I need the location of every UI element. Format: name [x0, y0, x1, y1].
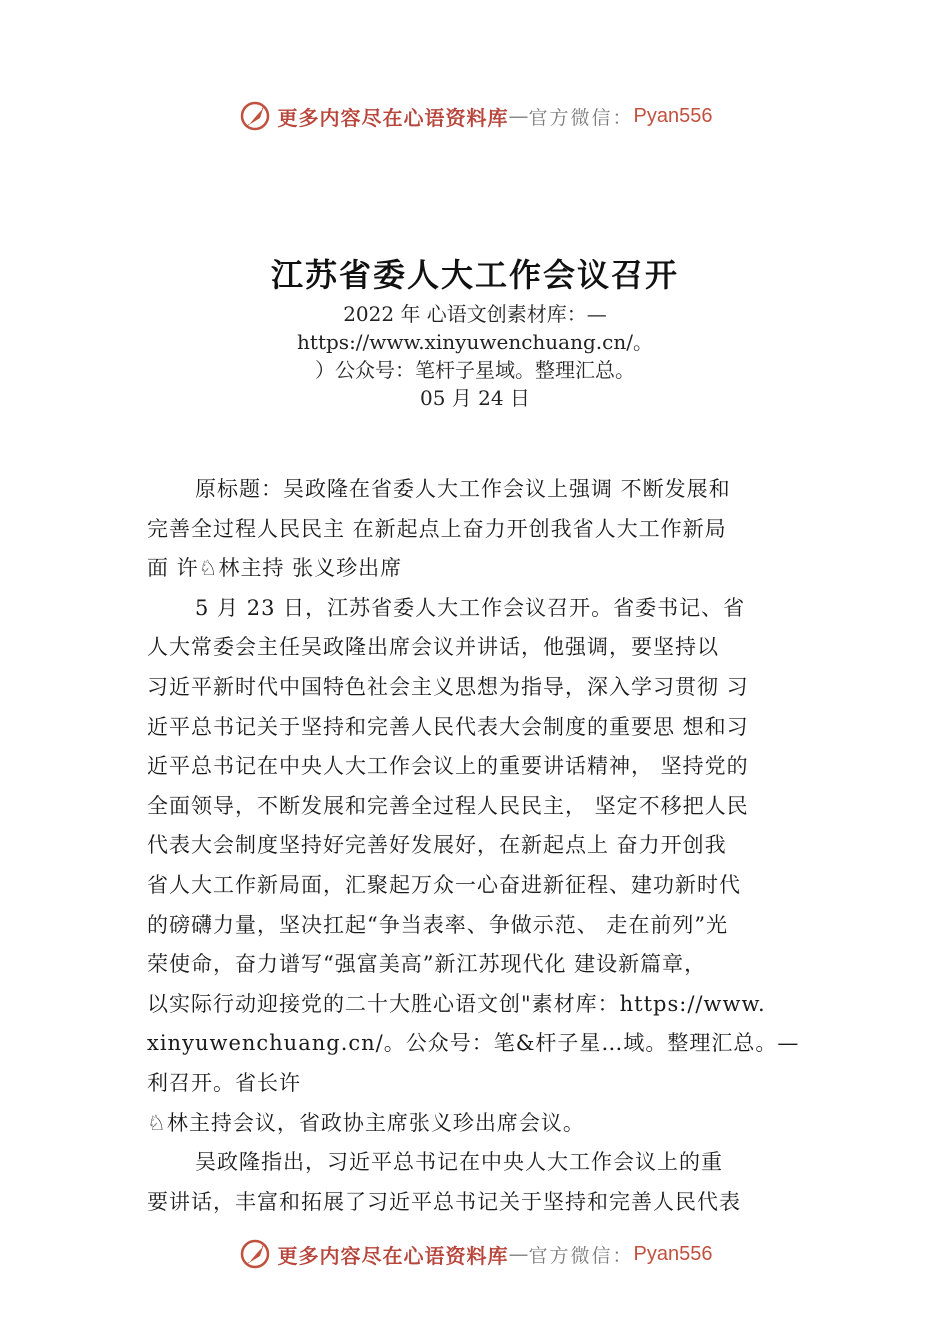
banner-brand-text: 更多内容尽在心语资料库 [277, 105, 509, 130]
header-watermark-banner [0, 94, 950, 138]
meta-line: ）公众号：笔杆子星域。整理汇总。 [315, 358, 635, 382]
body-text-line: 全面领导，不断发展和完善全过程人民民主， 坚定不移把人民 [147, 793, 749, 818]
quill-seal-logo-icon [238, 99, 272, 133]
body-text-line: 原标题：吴政隆在省委人大工作会议上强调 不断发展和 [195, 477, 731, 501]
body-text-line: 近平总书记在中央人大工作会议上的重要讲话精神， 坚持党的 [147, 754, 749, 779]
body-text-line: xinyuwenchuang.cn/。公众号：笔&杆子星…域。整理汇总。— [147, 1031, 800, 1056]
body-text-line: 荣使命，奋力谱写“强富美高”新江苏现代化 建设新篇章， [147, 952, 707, 977]
footer-watermark-banner [0, 1232, 950, 1276]
banner-wechat-label: 官方微信： [528, 1244, 634, 1267]
banner-brand-text: 更多内容尽在心语资料库 [277, 1243, 509, 1268]
banner-wechat-id: Pyan556 [633, 1242, 713, 1265]
body-text-line: 要讲话，丰富和拓展了习近平总书记关于坚持和完善人民代表 [147, 1189, 741, 1214]
meta-line: https://www.xinyuwenchuang.cn/。 [297, 330, 653, 354]
banner-wechat-id: Pyan556 [633, 104, 713, 127]
body-text-line: 近平总书记关于坚持和完善人民代表大会制度的重要思 想和习 [147, 714, 749, 739]
body-text-line: 面 许♘林主持 张义珍出席 [147, 556, 403, 581]
body-text-line: 利召开。省长许 [147, 1070, 301, 1095]
article-body [147, 470, 823, 1222]
article-meta [0, 300, 950, 412]
body-text-line: 以实际行动迎接党的二十大胜心语文创"素材库：https://www. [147, 991, 766, 1016]
body-text-line: 完善全过程人民民主 在新起点上奋力开创我省人大工作新局 [147, 516, 727, 541]
meta-line: 05 月 24 日 [420, 386, 530, 410]
quill-seal-logo-icon [238, 1237, 272, 1271]
banner-wechat-label: 官方微信： [528, 106, 634, 129]
body-text-line: 代表大会制度坚持好完善好发展好，在新起点上 奋力开创我 [147, 833, 727, 858]
body-text-line: 省人大工作新局面，汇聚起万众一心奋进新征程、建功新时代 [147, 872, 741, 897]
body-text-line: 吴政隆指出，习近平总书记在中央人大工作会议上的重 [195, 1150, 723, 1175]
body-text-line: 人大常委会主任吴政隆出席会议并讲话，他强调，要坚持以 [147, 635, 719, 660]
body-text-line: 的磅礴力量，坚决扛起“争当表率、争做示范、 走在前列”光 [147, 912, 729, 937]
body-text-line: ♘林主持会议，省政协主席张义珍出席会议。 [147, 1110, 585, 1135]
body-text-line: 习近平新时代中国特色社会主义思想为指导，深入学习贯彻 习 [147, 674, 749, 699]
article-title: 江苏省委人大工作会议召开 [270, 256, 679, 294]
meta-line: 2022 年 心语文创素材库：— [343, 302, 607, 326]
body-text-line: 5 月 23 日，江苏省委人大工作会议召开。省委书记、省 [195, 595, 746, 620]
banner-separator: — [508, 1242, 529, 1266]
banner-separator: — [508, 104, 529, 128]
